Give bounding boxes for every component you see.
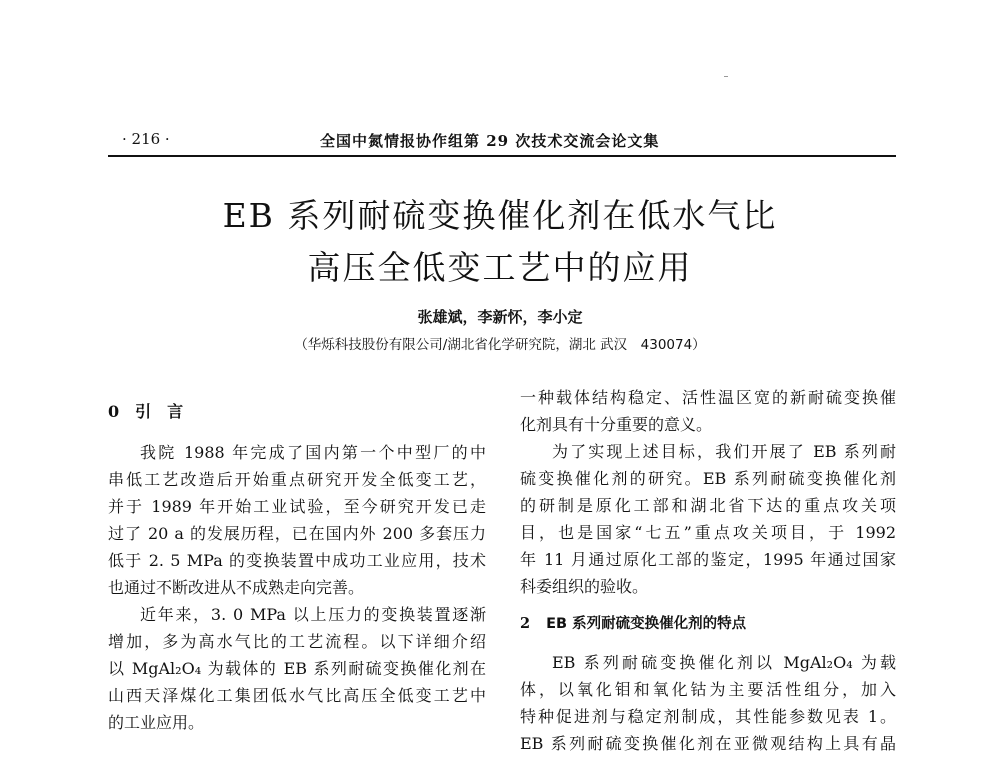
affiliation: （华烁科技股份有限公司/湖北省化学研究院，湖北 武汉 430074） xyxy=(294,337,706,353)
page-number: · 216 · xyxy=(122,130,170,148)
paragraph-line: 年 11 月通过原化工部的鉴定，1995 年通过国家 xyxy=(520,550,896,569)
paragraph-line: 也通过不断改进从不成熟走向完善。 xyxy=(108,578,365,597)
journal-title: 全国中氮情报协作组第 29 次技术交流会论文集 xyxy=(320,132,660,150)
paragraph-line: 以 MgAl₂O₄ 为载体的 EB 系列耐硫变换催化剂在 xyxy=(108,659,486,678)
paragraph-line: 化剂具有十分重要的意义。 xyxy=(520,415,713,434)
paragraph-line: 的研制是原化工部和湖北省下达的重点攻关项 xyxy=(520,496,896,515)
paragraph-line: 目，也是国家“七五”重点攻关项目，于 1992 xyxy=(520,523,896,542)
section-heading-intro xyxy=(108,398,486,425)
paragraph-line: 山西天泽煤化工集团低水气比高压全低变工艺中 xyxy=(108,686,486,705)
paragraph-line: EB 系列耐硫变换催化剂在亚微观结构上具有晶 xyxy=(520,734,896,753)
paragraph-line: 近年来，3. 0 MPa 以上压力的变换装置逐渐 xyxy=(140,605,486,624)
header-rule xyxy=(108,155,896,157)
paragraph-line: 硫变换催化剂的研究。EB 系列耐硫变换催化剂 xyxy=(520,469,896,488)
paragraph-line: EB 系列耐硫变换催化剂以 MgAl₂O₄ 为载 xyxy=(552,653,896,672)
right-column xyxy=(520,384,896,757)
paragraph-line: 低于 2. 5 MPa 的变换装置中成功工业应用，技术 xyxy=(108,551,486,570)
paper-title-line-1: EB 系列耐硫变换催化剂在低水气比 xyxy=(222,196,778,235)
section-title: 引 言 xyxy=(135,402,184,421)
paper-title-line-2: 高压全低变工艺中的应用 xyxy=(307,248,693,287)
authors: 张雄斌，李新怀，李小定 xyxy=(417,308,583,326)
paragraph-line: 特种促进剂与稳定剂制成，其性能参数见表 1。 xyxy=(520,707,896,726)
paragraph-line: 过了 20 a 的发展历程，已在国内外 200 多套压力 xyxy=(108,524,486,543)
section-heading-features xyxy=(520,610,896,637)
paragraph-line: 的工业应用。 xyxy=(108,713,205,732)
paragraph-line: 串低工艺改造后开始重点研究开发全低变工艺， xyxy=(108,470,486,489)
paragraph-line: 体，以氧化钼和氧化钴为主要活性组分，加入 xyxy=(520,680,896,699)
section-number: 2 xyxy=(520,615,531,632)
paragraph-line: 我院 1988 年完成了国内第一个中型厂的中 xyxy=(140,443,486,462)
paragraph-line: 增加，多为高水气比的工艺流程。以下详细介绍 xyxy=(108,632,486,651)
paragraph-line: 并于 1989 年开始工业试验，至今研究开发已走 xyxy=(108,497,486,516)
paragraph-line: 为了实现上述目标，我们开展了 EB 系列耐 xyxy=(552,442,896,461)
paragraph-line: 科委组织的验收。 xyxy=(520,577,649,596)
section-title: EB 系列耐硫变换催化剂的特点 xyxy=(546,616,747,632)
scan-speck xyxy=(724,76,728,77)
section-number: 0 xyxy=(108,402,120,421)
left-column xyxy=(108,398,486,736)
paragraph-line: 一种载体结构稳定、活性温区宽的新耐硫变换催 xyxy=(520,388,896,407)
